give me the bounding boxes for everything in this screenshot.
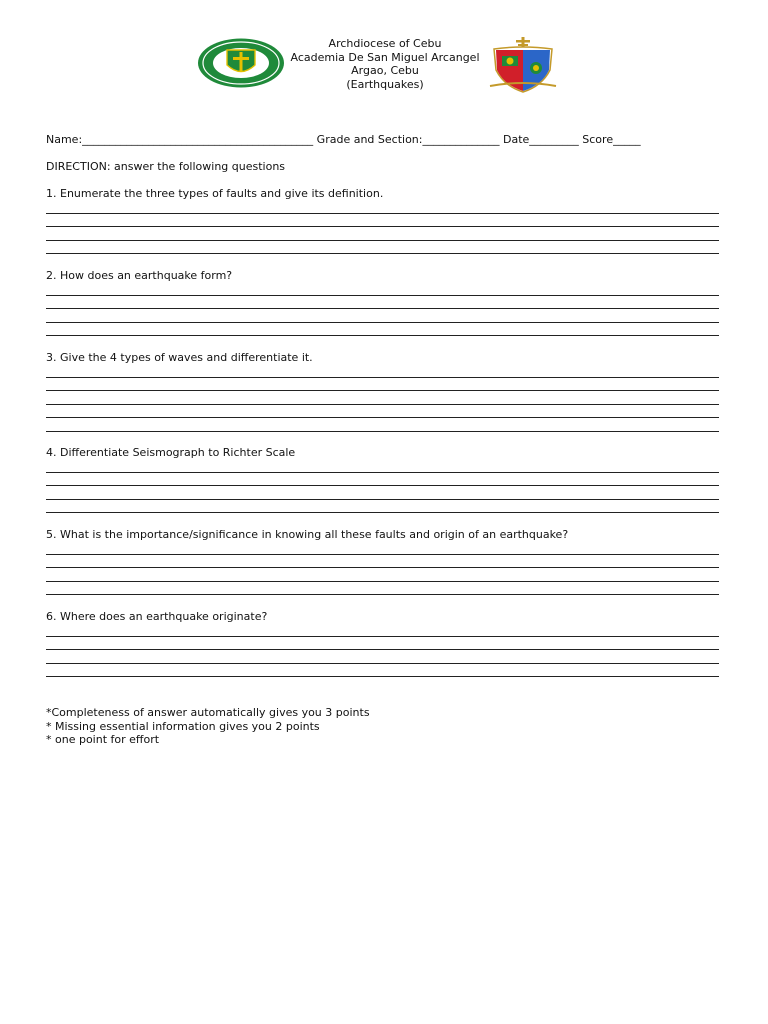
scoring-note: * one point for effort [46, 733, 160, 746]
date-field[interactable]: Date_________ [502, 133, 579, 146]
answer-line[interactable] [46, 214, 719, 228]
question-6 [46, 610, 726, 677]
answer-line[interactable] [46, 364, 719, 378]
question-3 [46, 351, 726, 432]
question-5 [46, 528, 726, 595]
grade-section-field[interactable]: Grade and Section:______________ [316, 133, 500, 146]
scoring-notes [46, 706, 370, 747]
answer-line[interactable] [46, 473, 719, 487]
answer-line[interactable] [46, 200, 719, 214]
question-text: 3. Give the 4 types of waves and differentiate it. [46, 351, 313, 364]
answer-line[interactable] [46, 418, 719, 432]
school-location: Argao, Cebu [351, 64, 419, 77]
question-4 [46, 446, 726, 513]
answer-line[interactable] [46, 282, 719, 296]
answer-line[interactable] [46, 623, 719, 637]
answer-line[interactable] [46, 500, 719, 514]
school-name: Academia De San Miguel Arcangel [290, 50, 480, 64]
answer-line[interactable] [46, 378, 719, 392]
student-info-line [46, 133, 726, 146]
question-text: 6. Where does an earthquake originate? [46, 610, 268, 623]
answer-line[interactable] [46, 405, 719, 419]
score-field[interactable]: Score_____ [582, 133, 641, 146]
answer-line[interactable] [46, 637, 719, 651]
question-1 [46, 187, 726, 254]
answer-line[interactable] [46, 309, 719, 323]
question-text: 1. Enumerate the three types of faults and give its definition. [46, 187, 384, 200]
answer-line[interactable] [46, 323, 719, 337]
school-header [270, 37, 500, 91]
answer-line[interactable] [46, 459, 719, 473]
answer-line[interactable] [46, 296, 719, 310]
worksheet-topic: (Earthquakes) [346, 77, 424, 91]
answer-line[interactable] [46, 241, 719, 255]
answer-line[interactable] [46, 568, 719, 582]
scoring-note: *Completeness of answer automatically gives you 3 points [46, 706, 370, 719]
question-text: 5. What is the importance/significance in knowing all these faults and origin of an earthquake? [46, 528, 569, 541]
direction-text: DIRECTION: answer the following questions [46, 160, 286, 173]
answer-line[interactable] [46, 582, 719, 596]
answer-line[interactable] [46, 664, 719, 678]
answer-line[interactable] [46, 541, 719, 555]
name-field[interactable]: Name:__________________________________________ [46, 133, 314, 146]
scoring-note: * Missing essential information gives you 2 points [46, 719, 320, 733]
answer-line[interactable] [46, 227, 719, 241]
question-2 [46, 269, 726, 336]
archdiocese-crest-logo [488, 36, 558, 94]
answer-line[interactable] [46, 650, 719, 664]
archdiocese-line: Archdiocese of Cebu [328, 37, 442, 50]
question-text: 2. How does an earthquake form? [46, 269, 233, 282]
answer-line[interactable] [46, 391, 719, 405]
answer-line[interactable] [46, 555, 719, 569]
question-text: 4. Differentiate Seismograph to Richter Scale [46, 446, 296, 459]
answer-line[interactable] [46, 486, 719, 500]
